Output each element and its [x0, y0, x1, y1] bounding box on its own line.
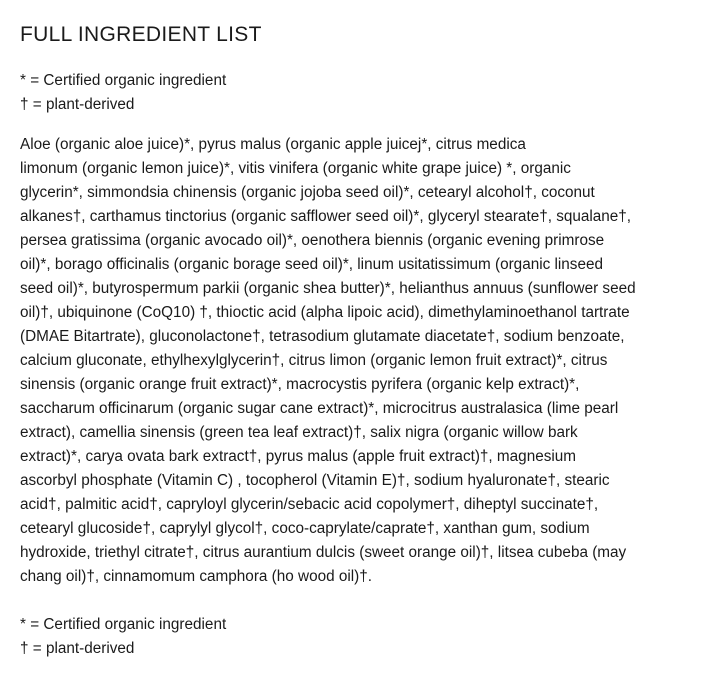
legend-plant-note: † = plant-derived	[20, 640, 135, 657]
ingredient-line: (DMAE Bitartrate), gluconolactone†, tetrasodium glutamate diacetate†, sodium benzoate,	[20, 328, 625, 345]
ingredient-line: limonum (organic lemon juice)*, vitis vinifera (organic white grape juice) *, organic	[20, 160, 571, 177]
legend-top	[20, 69, 690, 117]
ingredient-line: hydroxide, triethyl citrate†, citrus aurantium dulcis (sweet orange oil)†, litsea cubeba (may	[20, 544, 627, 561]
ingredient-line: ascorbyl phosphate (Vitamin C) , tocopherol (Vitamin E)†, sodium hyaluronate†, stearic	[20, 472, 610, 489]
ingredient-line: chang oil)†, cinnamomum camphora (ho wood oil)†.	[20, 568, 373, 585]
legend-organic-note: * = Certified organic ingredient	[20, 72, 227, 89]
ingredient-line: persea gratissima (organic avocado oil)*, oenothera biennis (organic evening primrose	[20, 232, 605, 249]
ingredient-line: oil)†, ubiquinone (CoQ10) †, thioctic acid (alpha lipoic acid), dimethylaminoethanol tartrate	[20, 304, 630, 321]
ingredient-list	[20, 133, 700, 589]
page-title: FULL INGREDIENT LIST	[20, 23, 262, 46]
ingredient-line: sinensis (organic orange fruit extract)*, macrocystis pyrifera (organic kelp extract)*,	[20, 376, 580, 393]
ingredient-line: acid†, palmitic acid†, capryloyl glycerin/sebacic acid copolymer†, diheptyl succinate†,	[20, 496, 599, 513]
ingredient-line: extract)*, carya ovata bark extract†, pyrus malus (apple fruit extract)†, magnesium	[20, 448, 577, 465]
ingredient-line: glycerin*, simmondsia chinensis (organic jojoba seed oil)*, cetearyl alcohol†, coconut	[20, 184, 595, 201]
ingredient-line: extract), camellia sinensis (green tea leaf extract)†, salix nigra (organic willow bark	[20, 424, 578, 441]
legend-bottom	[20, 613, 690, 661]
ingredient-line: saccharum officinarum (organic sugar cane extract)*, microcitrus australasica (lime pearl	[20, 400, 619, 417]
legend-plant-note: † = plant-derived	[20, 96, 135, 113]
ingredient-line: seed oil)*, butyrospermum parkii (organic shea butter)*, helianthus annuus (sunflower seed	[20, 280, 636, 297]
ingredient-line: alkanes†, carthamus tinctorius (organic safflower seed oil)*, glyceryl stearate†, squalane†,	[20, 208, 632, 225]
ingredient-line: cetearyl glucoside†, caprylyl glycol†, coco-caprylate/caprate†, xanthan gum, sodium	[20, 520, 590, 537]
legend-organic-note: * = Certified organic ingredient	[20, 616, 227, 633]
ingredient-line: Aloe (organic aloe juice)*, pyrus malus (organic apple juicej*, citrus medica	[20, 136, 526, 153]
ingredient-line: calcium gluconate, ethylhexylglycerin†, citrus limon (organic lemon fruit extract)*, citrus	[20, 352, 608, 369]
ingredient-line: oil)*, borago officinalis (organic borage seed oil)*, linum usitatissimum (organic linseed	[20, 256, 603, 273]
